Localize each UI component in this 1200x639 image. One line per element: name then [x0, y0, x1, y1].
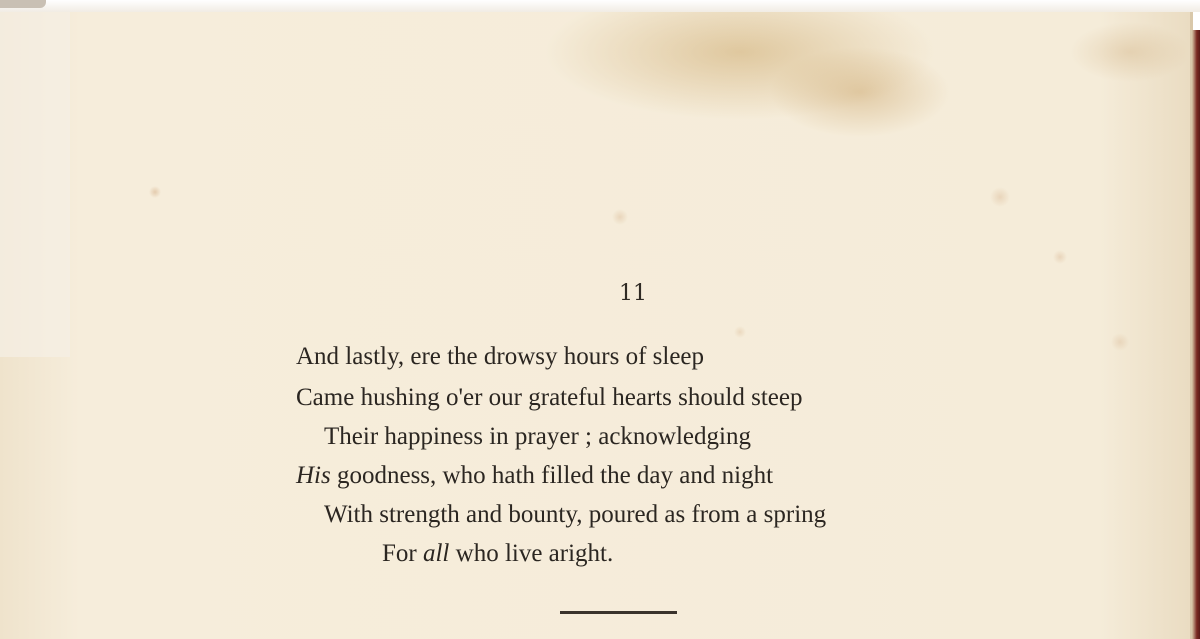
poem-line-emphasis: His	[296, 462, 331, 489]
poem-line-text: who live aright.	[449, 540, 614, 567]
poem-line-text: With strength and bounty, poured as from a spring	[324, 501, 827, 528]
scan-top-edge	[0, 0, 1200, 12]
poem-line	[324, 500, 826, 530]
poem-line	[382, 539, 613, 569]
poem-line	[296, 461, 773, 491]
poem-line-text: Came hushing o'er our grateful hearts should steep	[296, 384, 803, 411]
poem-line	[296, 383, 802, 413]
book-cover-edge	[1192, 30, 1200, 639]
poem-line-emphasis: all	[422, 540, 450, 567]
poem-line-text: For	[382, 540, 423, 567]
poem-line	[324, 422, 751, 452]
page-number: 11	[619, 281, 647, 306]
poem-line-text: Their happiness in prayer ; acknowledging	[324, 423, 751, 450]
page-left-strip	[0, 12, 70, 357]
poem-line-text: goodness, who hath filled the day and night	[330, 462, 774, 489]
poem-line-text: And lastly, ere the drowsy hours of sleep	[296, 343, 705, 370]
scan-corner-mark	[0, 0, 46, 8]
poem-line	[296, 342, 704, 372]
section-divider-rule	[560, 611, 677, 614]
